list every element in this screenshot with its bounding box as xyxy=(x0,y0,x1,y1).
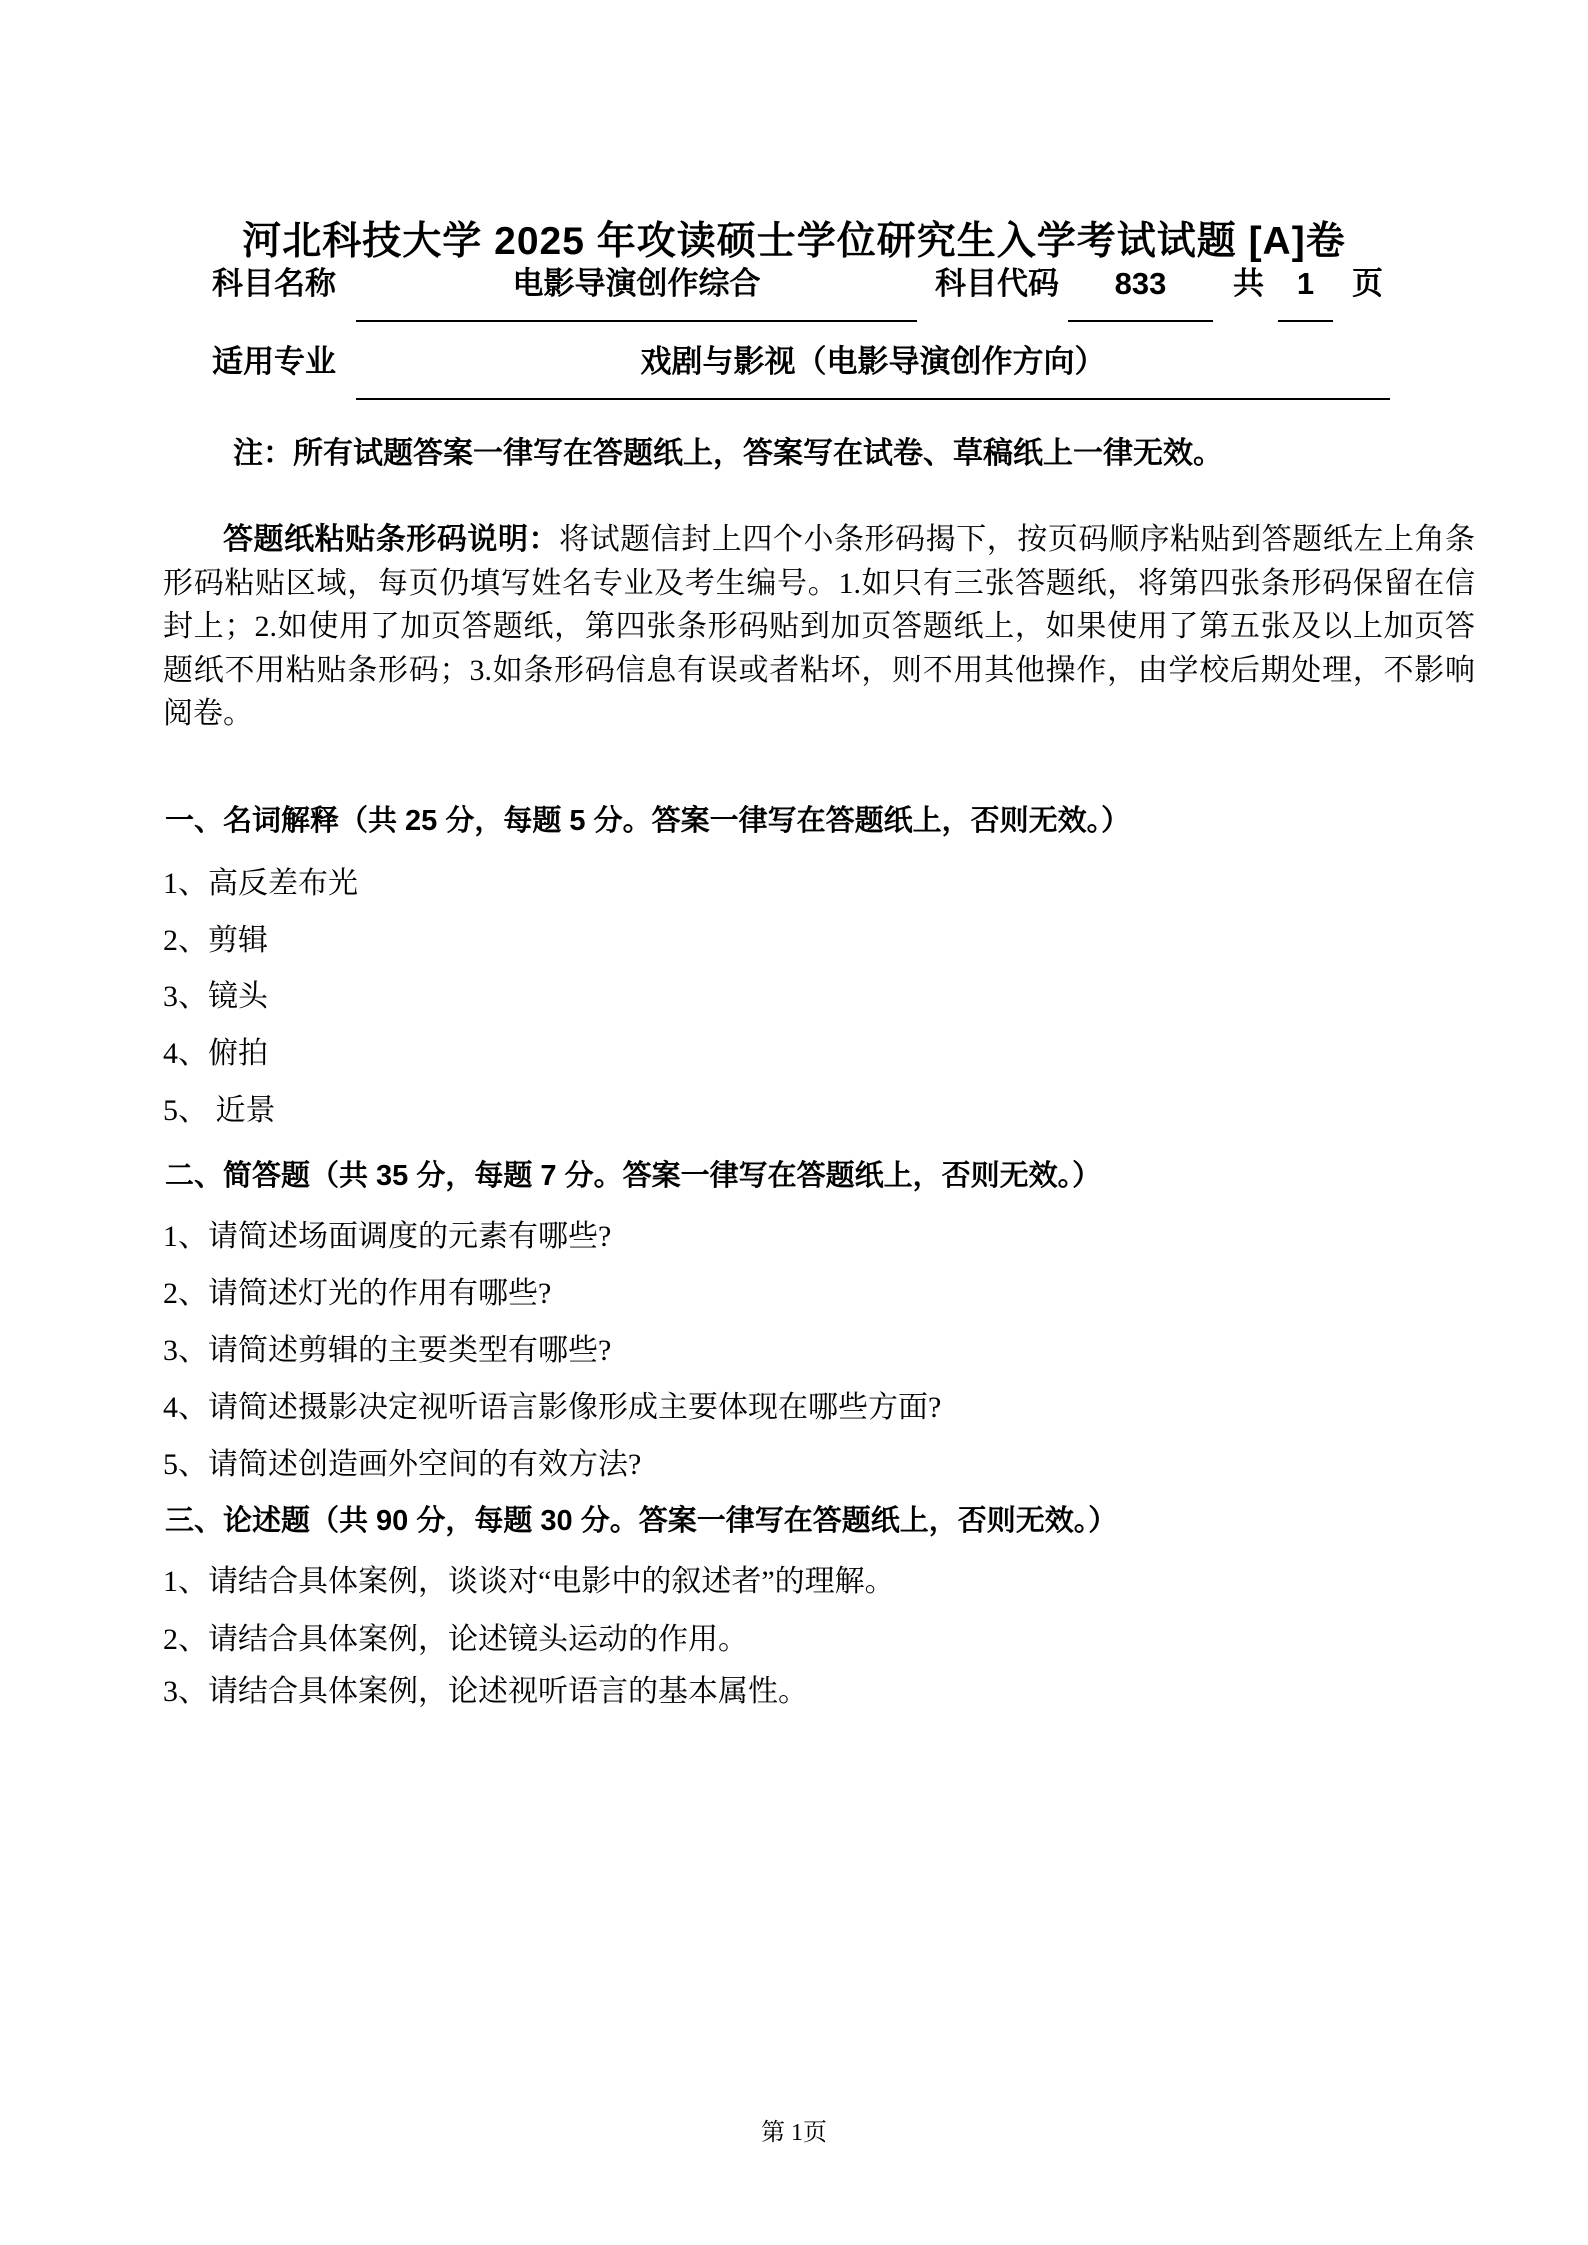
section-3-item-3: 3、请结合具体案例，论述视听语言的基本属性。 xyxy=(163,1675,808,1708)
section-1-item-4: 4、俯拍 xyxy=(163,1037,268,1070)
subject-code-label: 科目代码 xyxy=(935,266,1059,301)
section-3-item-2: 2、请结合具体案例，论述镜头运动的作用。 xyxy=(163,1623,748,1656)
section-3-heading: 三、论述题（共 90 分，每题 30 分。答案一律写在答题纸上，否则无效。） xyxy=(165,1505,1118,1537)
notice-line: 注：所有试题答案一律写在答题纸上，答案写在试卷、草稿纸上一律无效。 xyxy=(233,437,1223,470)
total-pages-underline xyxy=(1278,320,1333,322)
section-1-item-5: 5、 近景 xyxy=(163,1094,276,1127)
subject-code-underline xyxy=(1068,320,1213,322)
section-1-item-2: 2、剪辑 xyxy=(163,924,268,957)
total-pages-prefix: 共 xyxy=(1233,266,1264,301)
total-pages-suffix: 页 xyxy=(1352,266,1383,301)
subject-name-value: 电影导演创作综合 xyxy=(512,266,761,301)
section-2-item-1: 1、请简述场面调度的元素有哪些? xyxy=(163,1220,612,1253)
barcode-instructions xyxy=(163,518,1475,736)
section-1-item-1: 1、高反差布光 xyxy=(163,867,358,900)
page-title: 河北科技大学 2025 年攻读硕士学位研究生入学考试试题 [A]卷 xyxy=(242,220,1346,263)
section-2-item-5: 5、请简述创造画外空间的有效方法? xyxy=(163,1448,642,1481)
subject-name-label: 科目名称 xyxy=(212,266,336,301)
section-2-heading: 二、简答题（共 35 分，每题 7 分。答案一律写在答题纸上，否则无效。） xyxy=(165,1160,1102,1192)
major-value: 戏剧与影视（电影导演创作方向） xyxy=(640,344,1106,379)
major-underline xyxy=(356,398,1390,400)
total-pages-value: 1 xyxy=(1296,266,1315,301)
section-2-item-2: 2、请简述灯光的作用有哪些? xyxy=(163,1277,552,1310)
barcode-instructions-lead: 答题纸粘贴条形码说明： xyxy=(223,523,560,556)
major-label: 适用专业 xyxy=(212,344,336,379)
section-3-item-1: 1、请结合具体案例，谈谈对“电影中的叙述者”的理解。 xyxy=(163,1565,895,1598)
section-2-item-3: 3、请简述剪辑的主要类型有哪些? xyxy=(163,1334,612,1367)
subject-code-value: 833 xyxy=(1114,266,1167,301)
page-number: 第 1页 xyxy=(761,2120,827,2146)
section-1-heading: 一、名词解释（共 25 分，每题 5 分。答案一律写在答题纸上，否则无效。） xyxy=(165,805,1131,837)
subject-name-underline xyxy=(356,320,917,322)
section-2-item-4: 4、请简述摄影决定视听语言影像形成主要体现在哪些方面? xyxy=(163,1391,942,1424)
section-1-item-3: 3、镜头 xyxy=(163,980,268,1013)
barcode-instructions-body: 将试题信封上四个小条形码揭下，按页码顺序粘贴到答题纸左上角条形码粘贴区域，每页仍填写姓名专业及考生编号。1.如只有三张答题纸，将第四张条形码保留在信封上；2.如使用了加页答题纸，第四张条形码贴到加页答题纸上，如果使用了第五张及以上加页答题纸不用粘贴条形码；3.如条形码信息有误或者粘坏，则不用其他操作，由学校后期处理，不影响阅卷。 xyxy=(163,523,1476,730)
